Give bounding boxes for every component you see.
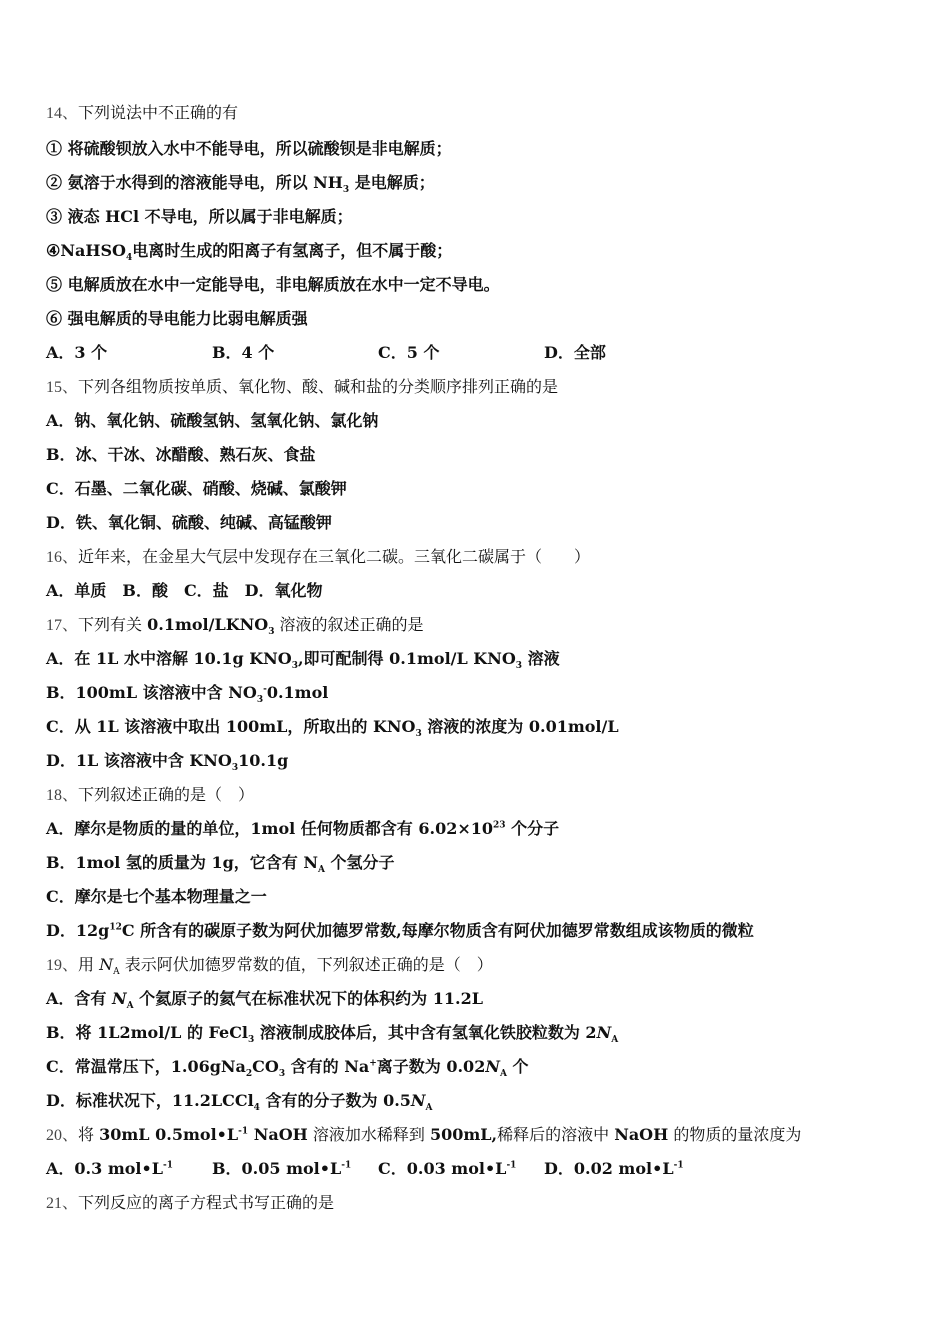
- option-d: D．1L 该溶液中含 $KNO_310.1g$: [46, 751, 289, 774]
- question-number: 17、: [46, 617, 79, 634]
- option-a: A．摩尔是物质的量的单位，1mol 任何物质都含有 $6.02\times 10^{23}$ 个分子: [46, 819, 560, 838]
- statement-1: ① 将硫酸钡放入水中不能导电，所以硫酸钡是非电解质；: [46, 139, 452, 158]
- option-d: D．标准状况下，11.2LCCl$_4$ 含有的分子数为 $0.5N_A$: [46, 1091, 433, 1114]
- question-text: 近年来，在金星大气层中发现存在三氧化二碳。三氧化二碳属于（ ）: [78, 547, 591, 566]
- option-b: B．1mol 氢的质量为 1g，它含有 $N_A$ 个氢分子: [46, 853, 395, 876]
- exam-page: [46, 96, 906, 1220]
- question-text: 用 $N_A$ 表示阿伏加德罗常数的值，下列叙述正确的是（ ）: [78, 955, 493, 978]
- option-a: A．钠、氧化钠、硫酸氢钠、氢氧化钠、氯化钠: [46, 411, 379, 430]
- question-text: 下列有关 $0.1mol/LKNO_3$ 溶液的叙述正确的是: [78, 615, 424, 638]
- option-a: A．含有 $N_A$ 个氦原子的氦气在标准状况下的体积约为 11.2L: [46, 989, 483, 1012]
- option-c: C．0.03 $mol•L^{-1}$: [378, 1159, 517, 1178]
- question-number: 18、: [46, 787, 79, 804]
- question-number: 16、: [46, 549, 79, 566]
- option-c: C．从 1L 该溶液中取出 100mL，所取出的 $KNO_3$ 溶液的浓度为 0.01mol/L: [46, 717, 619, 740]
- statement-6: ⑥ 强电解质的导电能力比弱电解质强: [46, 309, 308, 328]
- option-c: C．5 个: [378, 343, 440, 362]
- question-17-stem: [46, 608, 906, 642]
- question-14-stem: [46, 96, 906, 132]
- question-16-stem: [46, 540, 906, 574]
- option-a: A．0.3 $mol•L^{-1}$: [46, 1159, 173, 1178]
- option-d: D．铁、氧化铜、硫酸、纯碱、高锰酸钾: [46, 513, 332, 532]
- option-a: A．3 个: [46, 343, 108, 362]
- options-line: A．单质 B．酸 C．盐 D．氧化物: [46, 581, 323, 600]
- question-number: 19、: [46, 957, 79, 974]
- question-text: 下列说法中不正确的有: [78, 103, 239, 122]
- question-text: 将 30mL $0.5mol•L^{-1}$ NaOH 溶液加水稀释到 500mL,稀释后的溶液中 NaOH 的物质的量浓度为: [78, 1125, 802, 1144]
- option-c: C．摩尔是七个基本物理量之一: [46, 887, 267, 906]
- question-18-stem: [46, 778, 906, 812]
- statement-3: ③ 液态 HCl 不导电，所以属于非电解质；: [46, 207, 353, 226]
- statement-2: ② 氨溶于水得到的溶液能导电，所以 $NH_3$ 是电解质；: [46, 173, 435, 196]
- question-number: 15、: [46, 379, 79, 396]
- option-d: D．0.02 $mol•L^{-1}$: [544, 1159, 684, 1178]
- option-c: C．常温常压下，$1.06gNa_2CO_3$ 含有的 Na+离子数为 $0.02N_A$ 个: [46, 1057, 529, 1080]
- statement-5: ⑤ 电解质放在水中一定能导电，非电解质放在水中一定不导电。: [46, 275, 500, 294]
- option-a: A．在 1L 水中溶解 10.1g $KNO_3$,即可配制得 0.1mol/L $KNO_3$ 溶液: [46, 649, 560, 672]
- question-number: 14、: [46, 105, 79, 122]
- option-b: B．4 个: [212, 343, 275, 362]
- question-text: 下列反应的离子方程式书写正确的是: [78, 1193, 335, 1212]
- question-number: 21、: [46, 1195, 79, 1212]
- statement-4: ④NaHSO$_4$电离时生成的阳离子有氢离子，但不属于酸；: [46, 241, 453, 264]
- option-b: B．0.05 $mol•L^{-1}$: [212, 1159, 352, 1178]
- option-d: D．$12g^{12}C$ 所含有的碳原子数为阿伏加德罗常数,每摩尔物质含有阿伏加德罗常数组成该物质的微粒: [46, 921, 754, 940]
- question-15-stem: [46, 370, 906, 404]
- question-text: 下列各组物质按单质、氧化物、酸、碱和盐的分类顺序排列正确的是: [78, 377, 559, 396]
- question-14-options: [46, 336, 906, 370]
- question-text: 下列叙述正确的是（ ）: [78, 785, 255, 804]
- question-number: 20、: [46, 1127, 79, 1144]
- option-b: B．冰、干冰、冰醋酸、熟石灰、食盐: [46, 445, 316, 464]
- option-c: C．石墨、二氧化碳、硝酸、烧碱、氯酸钾: [46, 479, 347, 498]
- question-20-options: [46, 1152, 906, 1186]
- question-20-stem: [46, 1118, 906, 1152]
- option-b: B．100mL 该溶液中含 $NO_3^-0.1mol$: [46, 683, 329, 706]
- question-21-stem: [46, 1186, 906, 1220]
- option-d: D．全部: [544, 343, 606, 362]
- question-19-stem: [46, 948, 906, 982]
- option-b: B．将 1L2mol/L 的 FeCl$_3$ 溶液制成胶体后，其中含有氢氧化铁胶粒数为 $2N_A$: [46, 1023, 619, 1046]
